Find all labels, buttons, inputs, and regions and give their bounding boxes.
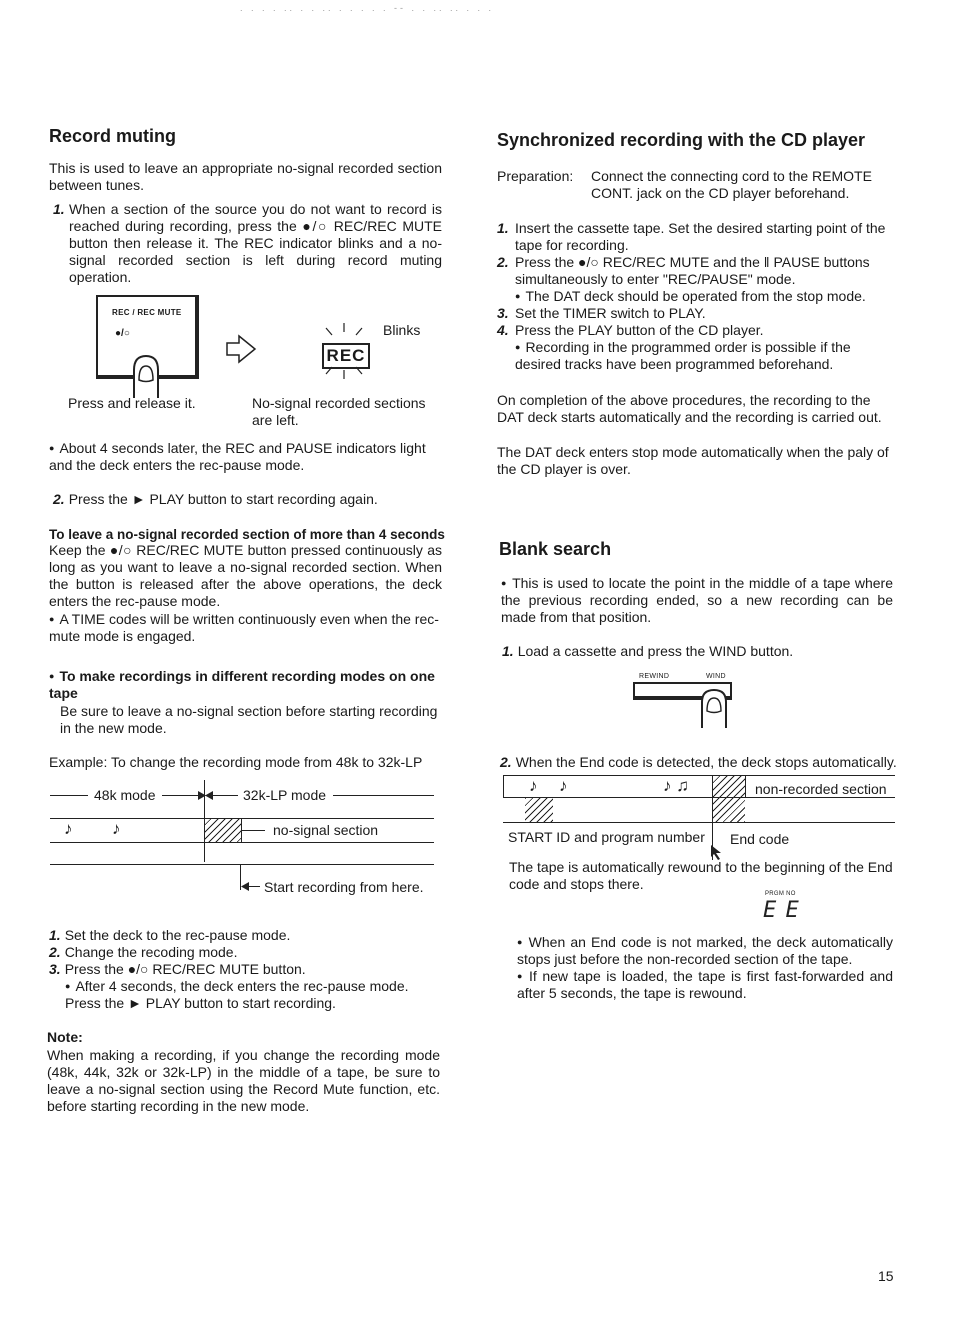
rewind-button-label: REWIND (639, 673, 670, 680)
different-modes-heading: ● To make recordings in different recording modes on one tape (49, 668, 442, 702)
record-muting-step2 (53, 491, 442, 508)
step-number: 2. (500, 754, 512, 770)
time-code-bullet: ● A TIME codes will be written continuously even when the rec-mute mode is engaged. (49, 611, 442, 645)
right-arrow-icon (225, 334, 257, 364)
step-number: 1. (49, 927, 61, 943)
sync-recording-title: Synchronized recording with the CD player (497, 130, 866, 150)
dat-stop-mode-bullet: ● The DAT deck should be operated from the stop mode. (515, 288, 893, 305)
note-glyph: ♪ (529, 776, 538, 795)
step-number: 2. (53, 491, 65, 507)
start-id-hatched-section (525, 798, 553, 822)
end-code-ee-display: E E (763, 898, 797, 923)
blank-search-bullets (517, 934, 893, 1002)
finger-press-icon (120, 350, 172, 400)
prgm-no-label: PRGM NO (765, 891, 796, 897)
sync-preparation (497, 168, 893, 202)
rec-mute-button-symbol: ●/○ (115, 328, 130, 339)
step-number: 3. (49, 961, 61, 977)
note-glyph: ♪ (559, 776, 568, 795)
caption-no-signal-left: No-signal recorded sections are left. (252, 395, 426, 428)
end-code-hatched-section (713, 775, 745, 822)
mode-step (49, 961, 442, 978)
about-4-seconds-bullet: ● About 4 seconds later, the REC and PAUSE indicators light and the deck enters the rec-pause mode. (49, 440, 442, 474)
step-number: 1. (53, 201, 65, 217)
step-text: Press the ► PLAY button to start recording again. (68, 491, 378, 507)
page-number: 15 (878, 1268, 894, 1284)
record-muting-intro: This is used to leave an appropriate no-signal recorded section between tunes. (49, 160, 442, 193)
blinks-label: Blinks (383, 322, 421, 338)
mode-step (49, 927, 442, 944)
no-signal-hatched-section (204, 818, 241, 842)
end-code-diagram (503, 775, 895, 865)
note-title: Note: (47, 1029, 83, 1045)
step-number: 2. (49, 944, 61, 960)
step-text: When the End code is detected, the deck stops automatically. (515, 754, 897, 770)
sync-steps-list (497, 220, 893, 373)
step-number: 2. (497, 254, 509, 270)
example-line: Example: To change the recording mode from 48k to 32k-LP (49, 754, 423, 770)
rec-indicator: REC (322, 343, 370, 369)
after-4-seconds-bullet: ● After 4 seconds, the deck enters the rec-pause mode. Press the ► PLAY button to start recording. (65, 978, 439, 1012)
step-number: 1. (497, 220, 509, 236)
blank-search-step2 (500, 754, 895, 771)
new-tape-loaded-bullet: ● If new tape is loaded, the tape is first fast-forwarded and after 5 seconds, the tape is rewound. (517, 968, 893, 1002)
programmed-order-bullet: ● Recording in the programmed order is possible if the desired tracks have been programmed beforehand. (515, 339, 893, 373)
start-recording-here-label: Start recording from here. (264, 879, 424, 895)
step-number: 1. (502, 643, 514, 659)
finger-press-icon (696, 684, 732, 728)
note-glyph: ♪ (64, 819, 73, 838)
note-glyph: ♪ (112, 819, 121, 838)
mode-48k-label: 48k mode (94, 787, 156, 803)
mode-32k-label: 32k-LP mode (243, 787, 327, 803)
wind-button-label: WIND (706, 673, 726, 680)
end-code-label: End code (730, 831, 790, 847)
tape-rewound-text: The tape is automatically rewound to the beginning of the End code and stops there. (509, 859, 893, 892)
sync-step (497, 322, 893, 373)
mode-step (49, 944, 442, 961)
step-text: When a section of the source you do not want to record is reached during recording, press the ●/○ REC/REC MUTE button then release it. The REC indicator blinks and a no-signal recorded section is left during record muting operation. (69, 201, 442, 285)
leave-section-heading: To leave a no-signal recorded section of more than 4 seconds (49, 527, 445, 542)
sync-stop-mode-text: The DAT deck enters stop mode automatically when the paly of the CD player is over. (497, 444, 889, 477)
step-text: Change the recoding mode. (64, 944, 238, 960)
header-scan-marks: . . . . .. . . .. . . . . . -- . . .. .. . . . (240, 3, 495, 13)
end-code-not-marked-bullet: ● When an End code is not marked, the deck automatically stops just before the non-recorded section of the tape. (517, 934, 893, 968)
step-text: Load a cassette and press the WIND button. (517, 643, 794, 659)
step-text: Press the ●/○ REC/REC MUTE and the ‖ PAUSE buttons simultaneously to enter "REC/PAUSE" mode. (515, 254, 870, 287)
blank-search-intro-bullet: ● This is used to locate the point in the middle of a tape where the previous recording ended, so a new recording can be made from that position. (501, 575, 893, 626)
note-body: When making a recording, if you change the recording mode (48k, 44k, 32k or 32k-LP) in the middle of a tape, be sure to leave a no-signal section using the Record Mute function, etc. before starting recording in the new mode. (47, 1047, 440, 1114)
no-signal-label: no-signal section (273, 822, 379, 838)
leave-section-body: Keep the ●/○ REC/REC MUTE button pressed continuously as long as you want to leave a no-signal recorded section. When the button is released after the above operations, the deck enters the rec-pause mode. (49, 542, 442, 609)
caption-press-release: Press and release it. (68, 395, 196, 411)
record-muting-step1 (53, 201, 442, 286)
blank-search-title: Blank search (499, 539, 612, 559)
step-text: Press the ●/○ REC/REC MUTE button. (64, 961, 306, 977)
sync-step (497, 220, 893, 254)
blank-search-step1 (502, 643, 893, 660)
preparation-label: Preparation: (497, 168, 574, 184)
step-text: Set the deck to the rec-pause mode. (64, 927, 291, 943)
sync-step (497, 254, 893, 305)
step-text: Set the TIMER switch to PLAY. (515, 305, 706, 321)
step-text: Press the PLAY button of the CD player. (515, 322, 764, 338)
note-glyphs: ♪ ♫ (663, 776, 689, 795)
mode-steps-list (49, 927, 442, 1012)
non-recorded-section-label: non-recorded section (755, 781, 887, 797)
different-modes-body: Be sure to leave a no-signal section before starting recording in the new mode. (60, 703, 438, 736)
step-text: Insert the cassette tape. Set the desired starting point of the tape for recording. (515, 220, 886, 253)
preparation-text: Connect the connecting cord to the REMOTE CONT. jack on the CD player beforehand. (591, 168, 872, 201)
sync-completion-text: On completion of the above procedures, the recording to the DAT deck starts automatically and the recording is carried out. (497, 392, 882, 425)
start-id-label: START ID and program number (508, 829, 705, 845)
mode-change-diagram (48, 780, 438, 900)
sync-step (497, 305, 893, 322)
record-muting-title: Record muting (49, 126, 177, 146)
rec-mute-button-label: REC / REC MUTE (112, 308, 182, 317)
step-number: 3. (497, 305, 509, 321)
step-number: 4. (497, 322, 509, 338)
